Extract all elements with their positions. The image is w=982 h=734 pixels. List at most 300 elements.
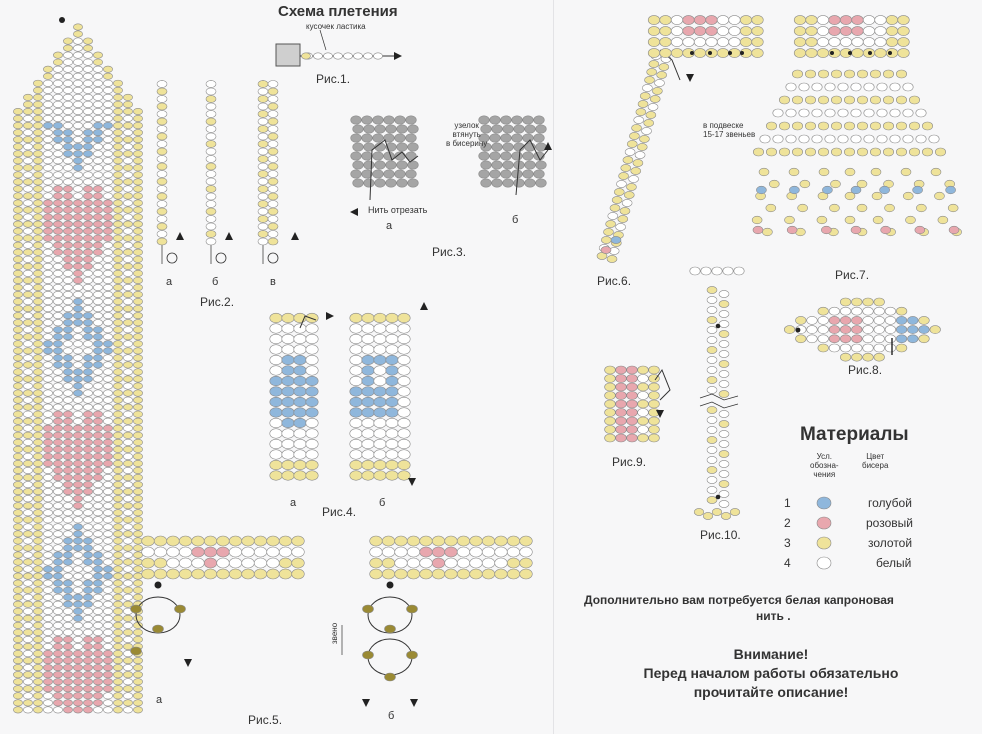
bracelet-bead: [103, 66, 112, 72]
bracelet-bead: [93, 650, 102, 656]
bracelet-bead: [93, 193, 102, 199]
chain-strip-bead: [470, 547, 483, 557]
loop-bead: [719, 380, 729, 387]
bracelet-bead: [63, 594, 72, 600]
fig1-caption: Рис.1.: [316, 72, 351, 86]
bracelet-bead: [73, 305, 82, 311]
bracelet-bead: [73, 383, 82, 389]
grey-bead: [406, 134, 417, 142]
bracelet-bead: [93, 228, 102, 234]
grey-bead: [481, 179, 492, 187]
panel-bead: [362, 450, 374, 460]
bracelet-bead: [63, 129, 72, 135]
fringe-bead: [785, 216, 795, 224]
chain-strip-bead: [395, 558, 408, 568]
bracelet-bead: [23, 404, 32, 410]
bracelet-bead: [123, 707, 132, 713]
bracelet-bead: [93, 510, 102, 516]
bracelet-bead: [103, 263, 112, 269]
bracelet-bead: [133, 186, 142, 192]
bracelet-bead: [133, 312, 142, 318]
bracelet-bead: [113, 312, 122, 318]
bracelet-bead: [83, 143, 92, 149]
bracelet-bead: [53, 411, 62, 417]
bracelet-bead: [83, 707, 92, 713]
chain-strip-bead: [457, 569, 470, 579]
grey-bead: [386, 161, 397, 169]
fringe-bead: [873, 216, 883, 224]
bracelet-bead: [133, 355, 142, 361]
pendant-bead: [852, 344, 863, 352]
bracelet-bead: [83, 179, 92, 185]
bracelet-bead: [33, 481, 42, 487]
bracelet-bead: [13, 524, 22, 530]
bracelet-bead: [33, 122, 42, 128]
bracelet-bead: [83, 334, 92, 340]
materials-legend-beads: [817, 497, 831, 569]
chain-strip-bead: [154, 569, 167, 579]
strand-bead: [157, 88, 167, 95]
chain-strip-bead: [407, 558, 420, 568]
bracelet-bead: [113, 643, 122, 649]
bracelet-bead: [33, 467, 42, 473]
fringe-bead: [792, 70, 802, 78]
panel-bead: [362, 429, 374, 439]
bracelet-bead: [43, 650, 52, 656]
panel-bead: [386, 387, 398, 397]
panel-bead: [282, 355, 294, 365]
panel-bead: [306, 439, 318, 449]
bracelet-bead: [113, 538, 122, 544]
chain-strip-bead: [279, 558, 292, 568]
bracelet-bead: [33, 390, 42, 396]
bracelet-bead: [123, 298, 132, 304]
bracelet-bead: [63, 369, 72, 375]
bracelet-bead: [113, 573, 122, 579]
top-strip-bead: [898, 26, 910, 35]
chain-strip-bead: [192, 558, 205, 568]
fringe-bead: [766, 122, 776, 130]
bracelet-bead: [103, 411, 112, 417]
panel-bead: [374, 355, 386, 365]
fringe-bead: [787, 226, 797, 234]
loop-bead: [707, 466, 717, 473]
bracelet-bead: [43, 460, 52, 466]
strand-bead: [268, 148, 278, 155]
strand-bead: [157, 171, 167, 178]
bracelet-bead: [93, 151, 102, 157]
bracelet-bead: [113, 467, 122, 473]
bracelet-bead: [33, 143, 42, 149]
bracelet-bead: [93, 80, 102, 86]
bracelet-bead: [73, 312, 82, 318]
bracelet-bead: [133, 362, 142, 368]
pendant-bead: [818, 335, 829, 343]
fringe-bead: [838, 109, 848, 117]
fringe-bead: [799, 109, 809, 117]
bracelet-bead: [53, 214, 62, 220]
bracelet-bead: [93, 263, 102, 269]
bracelet-bead: [93, 122, 102, 128]
panel-bead: [386, 471, 398, 481]
bracelet-bead: [53, 270, 62, 276]
bracelet-bead: [33, 256, 42, 262]
bracelet-bead: [113, 221, 122, 227]
bracelet-bead: [23, 390, 32, 396]
panel-bead: [374, 439, 386, 449]
top-strip-bead: [852, 48, 864, 57]
loop-bead: [707, 486, 717, 493]
bracelet-bead: [43, 165, 52, 171]
bracelet-bead: [23, 686, 32, 692]
bracelet-bead: [83, 214, 92, 220]
bracelet-bead: [133, 474, 142, 480]
marker-dot: [796, 328, 801, 333]
bracelet-bead: [53, 355, 62, 361]
chain-strip-bead: [204, 547, 217, 557]
bracelet-bead: [43, 129, 52, 135]
bracelet-bead: [33, 707, 42, 713]
bracelet-bead: [63, 552, 72, 558]
bracelet-bead: [53, 707, 62, 713]
chain-strip-bead: [507, 558, 520, 568]
bracelet-bead: [123, 228, 132, 234]
bracelet-bead: [33, 573, 42, 579]
pendant-chain-bead: [616, 223, 626, 230]
bracelet-bead: [83, 566, 92, 572]
bracelet-bead: [103, 439, 112, 445]
bracelet-bead: [33, 566, 42, 572]
chain-strip-bead: [204, 569, 217, 579]
bracelet-bead: [93, 362, 102, 368]
bracelet-bead: [23, 559, 32, 565]
clasp-bead: [649, 392, 660, 400]
bracelet-bead: [73, 207, 82, 213]
chain-strip-bead: [279, 569, 292, 579]
chain-strip-bead: [457, 547, 470, 557]
bracelet-bead: [93, 284, 102, 290]
chain-strip-bead: [445, 547, 458, 557]
bracelet-bead: [43, 404, 52, 410]
material-num-1: 1: [784, 496, 791, 510]
pendant-bead: [863, 326, 874, 334]
panel-bead: [350, 418, 362, 428]
strand-bead: [206, 231, 216, 238]
panel-bead: [306, 471, 318, 481]
bracelet-bead: [133, 460, 142, 466]
bracelet-bead: [13, 355, 22, 361]
panel-bead: [398, 376, 410, 386]
bracelet-bead: [73, 136, 82, 142]
bracelet-bead: [13, 552, 22, 558]
strand-bead: [206, 238, 216, 245]
pendant-bead: [919, 316, 930, 324]
bracelet-bead: [23, 481, 32, 487]
bracelet-bead: [93, 495, 102, 501]
bracelet-bead: [133, 446, 142, 452]
grey-bead: [501, 116, 512, 124]
bracelet-bead: [133, 172, 142, 178]
top-strip-bead: [829, 26, 841, 35]
bracelet-bead: [33, 270, 42, 276]
bracelet-bead: [63, 622, 72, 628]
bracelet-bead: [53, 143, 62, 149]
bracelet-bead: [133, 341, 142, 347]
bracelet-bead: [133, 531, 142, 537]
strand-bead: [268, 103, 278, 110]
loop-bead: [719, 420, 729, 427]
chain-strip-bead: [495, 547, 508, 557]
panel-bead: [270, 439, 282, 449]
bracelet-bead: [63, 101, 72, 107]
fringe-bead: [829, 204, 839, 212]
bracelet-bead: [73, 650, 82, 656]
grey-bead: [395, 134, 406, 142]
loop-bead: [707, 406, 717, 413]
bracelet-bead: [63, 291, 72, 297]
fringe-bead: [766, 148, 776, 156]
grey-bead: [408, 161, 419, 169]
bracelet-bead: [53, 559, 62, 565]
bracelet-bead: [73, 214, 82, 220]
bracelet-bead: [73, 108, 82, 114]
bracelet-bead: [83, 45, 92, 51]
pendant-bead: [919, 335, 930, 343]
top-strip-bead: [648, 48, 660, 57]
bracelet-bead: [53, 277, 62, 283]
bracelet-bead: [93, 643, 102, 649]
clasp-bead: [627, 383, 638, 391]
panel-bead: [270, 460, 282, 470]
bracelet-bead: [93, 453, 102, 459]
bracelet-bead: [103, 488, 112, 494]
bracelet-bead: [93, 524, 102, 530]
top-strip-bead: [740, 15, 752, 24]
bracelet-bead: [53, 587, 62, 593]
chain-strip-bead: [229, 558, 242, 568]
pendant-bead: [818, 316, 829, 324]
strand-bead: [314, 53, 323, 59]
chain-strip-bead: [242, 558, 255, 568]
bracelet-bead: [73, 319, 82, 325]
chain-strip-bead: [204, 558, 217, 568]
material-name-4: белый: [876, 556, 912, 570]
bracelet-bead: [13, 397, 22, 403]
clasp-bead: [638, 426, 649, 434]
strand-bead: [157, 163, 167, 170]
bracelet-bead: [73, 52, 82, 58]
fringe-bead: [857, 204, 867, 212]
bracelet-bead: [53, 129, 62, 135]
bracelet-bead: [123, 488, 132, 494]
pendant-chain-bead: [621, 164, 631, 171]
fringe-bead: [915, 226, 925, 234]
bracelet-bead: [123, 249, 132, 255]
bracelet-bead: [13, 650, 22, 656]
bracelet-bead: [73, 263, 82, 269]
bracelet-bead: [103, 531, 112, 537]
bracelet-bead: [13, 601, 22, 607]
fringe-bead: [818, 96, 828, 104]
fig2-strands: [157, 80, 299, 264]
bracelet-bead: [53, 538, 62, 544]
fringe-bead: [844, 96, 854, 104]
bracelet-bead: [43, 115, 52, 121]
bracelet-bead: [43, 87, 52, 93]
fringe-bead: [851, 186, 861, 194]
bracelet-bead: [23, 707, 32, 713]
bracelet-bead: [63, 531, 72, 537]
fringe-bead: [818, 148, 828, 156]
bracelet-bead: [23, 348, 32, 354]
bracelet-bead: [83, 108, 92, 114]
loop-bead: [694, 508, 704, 515]
fringe-bead: [909, 122, 919, 130]
bracelet-bead: [83, 94, 92, 100]
bracelet-bead: [13, 580, 22, 586]
thread-arrow-icon: [176, 232, 184, 240]
bracelet-bead: [43, 214, 52, 220]
bracelet-bead: [103, 101, 112, 107]
bracelet-bead: [33, 291, 42, 297]
bracelet-bead: [33, 94, 42, 100]
loop-bead: [707, 476, 717, 483]
grey-bead: [353, 125, 364, 133]
chain-strip-bead: [292, 558, 305, 568]
bracelet-bead: [23, 270, 32, 276]
bracelet-bead: [103, 517, 112, 523]
strand-bead: [268, 156, 278, 163]
bracelet-bead: [33, 594, 42, 600]
bracelet-bead: [13, 291, 22, 297]
pendant-bead: [796, 316, 807, 324]
bracelet-bead: [133, 319, 142, 325]
warning-line2: Перед началом работы обязательно: [643, 665, 899, 681]
bracelet-bead: [43, 277, 52, 283]
bracelet-bead: [73, 545, 82, 551]
bracelet-bead: [53, 369, 62, 375]
bracelet-bead: [23, 524, 32, 530]
bracelet-bead: [103, 404, 112, 410]
bracelet-bead: [53, 221, 62, 227]
bracelet-bead: [93, 136, 102, 142]
fringe-bead: [756, 186, 766, 194]
pendant-bead: [852, 307, 863, 315]
bracelet-bead: [123, 143, 132, 149]
bracelet-bead: [73, 115, 82, 121]
strand-bead: [157, 208, 167, 215]
fringe-bead: [805, 96, 815, 104]
bracelet-bead: [43, 432, 52, 438]
bracelet-bead: [83, 608, 92, 614]
bracelet-bead: [93, 629, 102, 635]
panel-bead: [362, 324, 374, 334]
bracelet-bead: [13, 686, 22, 692]
top-strip-bead: [729, 37, 741, 46]
clasp-bead: [616, 375, 627, 383]
bracelet-bead: [43, 341, 52, 347]
bracelet-bead: [53, 580, 62, 586]
bracelet-bead: [123, 348, 132, 354]
pendant-chain-bead: [626, 183, 636, 190]
bracelet-bead: [73, 411, 82, 417]
thread-arrow-icon: [184, 659, 192, 667]
strand-bead: [206, 201, 216, 208]
bracelet-bead: [103, 566, 112, 572]
bracelet-bead: [23, 186, 32, 192]
bracelet-bead: [53, 200, 62, 206]
fringe-bead: [948, 204, 958, 212]
bracelet-bead: [63, 298, 72, 304]
material-name-1: голубой: [868, 496, 912, 510]
bracelet-bead: [123, 277, 132, 283]
bracelet-bead: [53, 594, 62, 600]
bracelet-bead: [133, 503, 142, 509]
bracelet-bead: [123, 474, 132, 480]
bracelet-bead: [113, 700, 122, 706]
loop-bead: [734, 267, 744, 275]
marker-dot: [728, 51, 732, 55]
panel-bead: [374, 408, 386, 418]
panel-bead: [294, 408, 306, 418]
chain-strip-bead: [142, 569, 155, 579]
bracelet-bead: [33, 298, 42, 304]
bracelet-bead: [13, 298, 22, 304]
strand-bead: [157, 193, 167, 200]
bracelet-bead: [23, 693, 32, 699]
fringe-bead: [819, 168, 829, 176]
bracelet-bead: [43, 552, 52, 558]
fringe-bead: [779, 148, 789, 156]
bracelet-bead: [43, 587, 52, 593]
bracelet-bead: [83, 622, 92, 628]
bracelet-bead: [123, 334, 132, 340]
strand-bead: [157, 231, 167, 238]
strand-bead: [268, 231, 278, 238]
panel-bead: [306, 324, 318, 334]
bracelet-bead: [73, 390, 82, 396]
strand-bead: [206, 111, 216, 118]
bracelet-bead: [133, 481, 142, 487]
bracelet-bead: [123, 594, 132, 600]
fringe-bead: [872, 192, 882, 200]
chain-strip-bead: [420, 558, 433, 568]
bracelet-bead: [113, 179, 122, 185]
olive-bead: [153, 625, 164, 633]
fig7-caption: Рис.7.: [835, 268, 870, 282]
bracelet-bead: [73, 327, 82, 333]
bracelet-bead: [53, 108, 62, 114]
bracelet-bead: [73, 594, 82, 600]
strand-bead: [206, 118, 216, 125]
bracelet-bead: [13, 700, 22, 706]
fringe-bead: [871, 168, 881, 176]
panel-bead: [398, 345, 410, 355]
fig6-pendant-chain: [597, 50, 694, 263]
pendant-bead: [840, 335, 851, 343]
bracelet-bead: [123, 587, 132, 593]
bracelet-bead: [93, 545, 102, 551]
fringe-bead: [812, 109, 822, 117]
bracelet-bead: [93, 503, 102, 509]
bracelet-bead: [103, 186, 112, 192]
top-strip-bead: [752, 48, 764, 57]
bracelet-bead: [113, 383, 122, 389]
pendant-bead: [874, 298, 885, 306]
bracelet-bead: [63, 193, 72, 199]
loop-bead: [719, 290, 729, 297]
bracelet-bead: [33, 376, 42, 382]
